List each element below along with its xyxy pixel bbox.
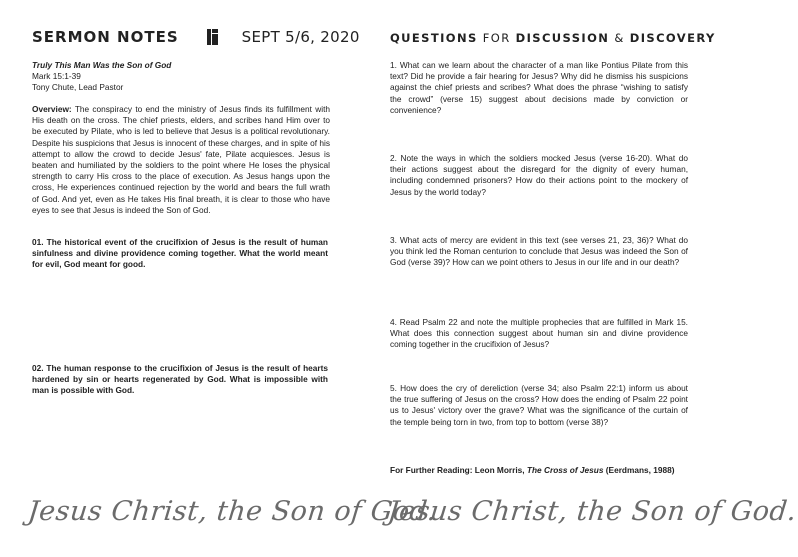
right-page [360,0,798,557]
question-4: 4. Read Psalm 22 and note the multiple prophecies that are fulfilled in Mark 15. What does this connection suggest about human sin and divine providence coming together in the crucifixion of Jesus? [390,317,688,350]
header-word-discussion: DISCUSSION [515,31,610,45]
further-reading-book: The Cross of Jesus [526,465,604,475]
further-reading-publisher: (Eerdmans, 1988) [605,465,675,475]
overview-text: The conspiracy to end the ministry of Jesus finds its fulfillment with His death on the cross. The chief priests, elders, and scribes hand Him over to be executed by Pilate, who is led to believe that Jesus is a political revolutionary. Despite his suspicions that Jesus is innocent of these charges, and in spite of his attempt to allow the crowd to decide Jesus' fate, Pilate acquiesces. Jesus is beaten and humiliated by the soldiers to the point where He loses the physical strength to carry His cross to the place of execution. As Jesus hangs upon the cross, He experiences continued rejection by the world and bears the full wrath of God. And yet, even as He takes His final breath, it is clear to those who have eyes to see that Jesus is indeed the Son of God. [32,104,330,215]
question-2: 2. Note the ways in which the soldiers mocked Jesus (verse 16-20). What do their actions suggest about the disregard for the dignity of every human, including condemned prisoners? How do their actions point to the mockery of Jesus by the world today? [390,153,688,197]
question-5: 5. How does the cry of dereliction (verse 34; also Psalm 22:1) inform us about the true suffering of Jesus on the cross? How does the ending of Psalm 22 point us to Jesus' victory over the grave? What was the significance of the curtain of the temple being torn in two, from top to bottom (verse 38)? [390,383,688,427]
overview-paragraph [32,104,330,216]
further-reading [390,465,700,475]
header-word-questions: QUESTIONS [390,31,478,45]
page-title: SERMON NOTES [32,28,179,46]
header-ampersand: & [614,31,625,45]
header-word-discovery: DISCOVERY [629,31,716,45]
footer-script-right: Jesus Christ, the Son of God. [386,496,798,527]
speaker: Tony Chute, Lead Pastor [32,82,124,92]
scripture-reference: Mark 15:1-39 [32,71,81,81]
question-1: 1. What can we learn about the character of a man like Pontius Pilate from this text? Did he provide a fair hearing for Jesus? Why did he dismiss his suspicions against the chief priests and scribes? What does the phrase “wishing to satisfy the crowd” (verse 15) suggest about decisions made by conviction or convenience? [390,60,688,115]
further-reading-label: For Further Reading: Leon Morris, [390,465,525,475]
sermon-title: Truly This Man Was the Son of God [32,60,172,70]
questions-header [390,31,716,45]
church-logo-icon [207,29,218,45]
sermon-meta [32,60,332,93]
footer-script-left: Jesus Christ, the Son of God. [26,496,439,527]
overview-label: Overview: [32,104,72,114]
sermon-point-2: 02. The human response to the crucifixion of Jesus is the result of hearts hardened by sin or hearts regenerated by God. What is impossible with man is possible with God. [32,363,328,396]
question-3: 3. What acts of mercy are evident in this text (see verses 21, 23, 36)? What do you think led the Roman centurion to conclude that Jesus was indeed the Son of God (verse 39)? How can we point others to Jesus in our life and in our death? [390,235,688,268]
header-word-for: FOR [482,31,511,45]
sermon-notes-header [32,28,360,46]
sermon-point-1: 01. The historical event of the crucifixion of Jesus is the result of human sinfulness and divine providence coming together. What the world meant for evil, God meant for good. [32,237,328,270]
sermon-date: SEPT 5/6, 2020 [241,28,360,46]
